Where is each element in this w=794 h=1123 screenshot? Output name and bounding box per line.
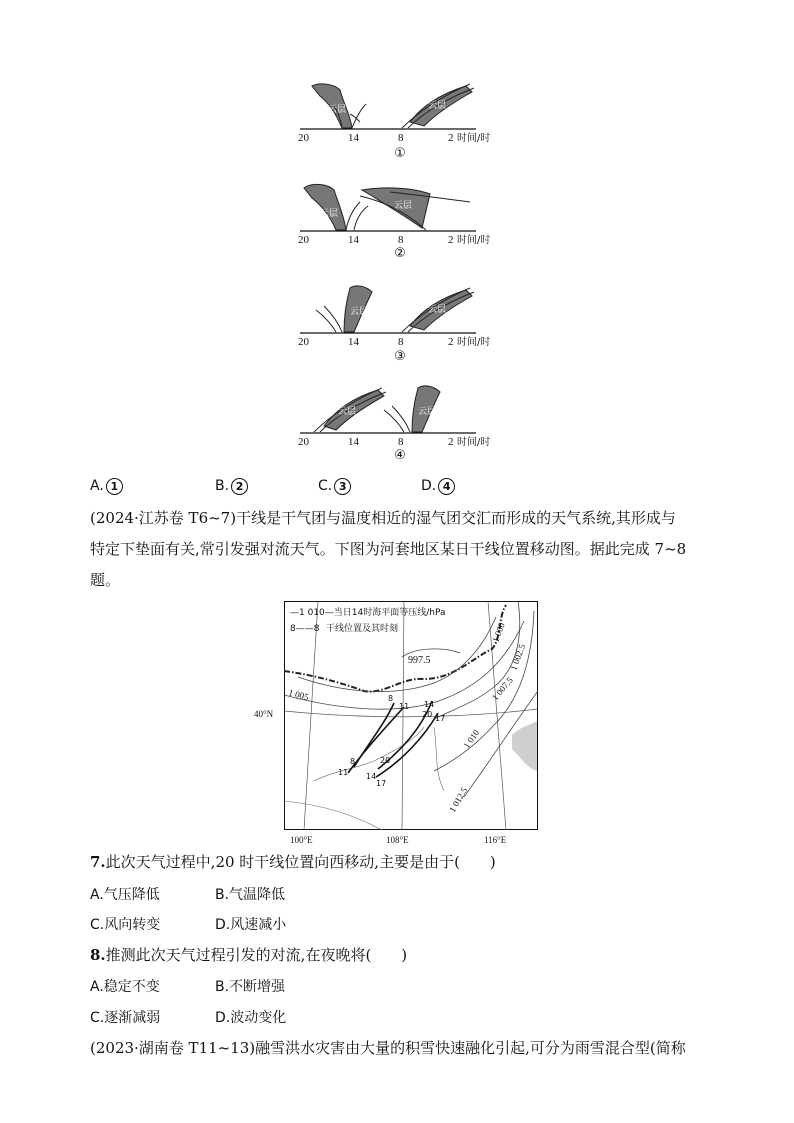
intro-2023-line: (2023·湖南卷 T11~13)融雪洪水灾害由大量的积雪快速融化引起,可分为雨雪混合型(简称	[90, 1039, 686, 1057]
tick-label: 20	[298, 436, 309, 448]
tick-label: 2	[448, 436, 454, 448]
tick-label: 8	[398, 234, 404, 246]
cloud-label: 云层	[394, 201, 413, 211]
lon-label: 100°E	[290, 835, 313, 845]
legend-dryline-symbol: 8——8	[290, 624, 320, 634]
tick-label: 2	[448, 336, 454, 348]
figure-3-diagram	[290, 282, 510, 348]
figure-3	[290, 282, 510, 364]
intro-line-1: (2024·江苏卷 T6~7)干线是干气团与温度相近的湿气团交汇而形成的天气系统,其形成与	[90, 509, 676, 527]
tick-label: 8	[398, 436, 404, 448]
isobar-label: 1 000	[490, 621, 507, 644]
time-label: 8	[388, 694, 394, 703]
tick-label: 8	[398, 132, 404, 144]
option-c[interactable]	[318, 478, 351, 495]
time-label: 20	[422, 710, 433, 719]
tick-label: 14	[348, 436, 359, 448]
figure-number: ③	[394, 349, 406, 364]
figure-2-diagram	[290, 180, 510, 246]
cloud-label: 云层	[418, 407, 437, 417]
isobar-label: 1 005	[287, 687, 310, 703]
tick-label: 2	[448, 234, 454, 246]
option-letter: A.	[90, 478, 104, 494]
option-mark: 2	[231, 478, 248, 495]
isobar-label: 1 007.5	[489, 675, 515, 703]
option-d[interactable]	[421, 478, 455, 495]
tick-label: 14	[348, 234, 359, 246]
figure-number: ④	[394, 448, 406, 463]
tick-label: 20	[298, 336, 309, 348]
lon-label: 116°E	[484, 835, 507, 845]
legend-isobar: —1 010—当日14时海平面等压线/hPa	[290, 608, 446, 618]
option-letter: D.	[421, 478, 437, 494]
option-letter: C.	[318, 478, 333, 494]
axis-unit: 时间/时	[457, 235, 491, 246]
figure-4	[290, 382, 510, 463]
isobar-label: 1 002.5	[508, 642, 528, 672]
axis-unit: 时间/时	[457, 437, 491, 448]
dryline-map	[284, 601, 538, 830]
figure-2	[290, 180, 510, 261]
time-label: 14	[424, 700, 435, 709]
q7-option-a[interactable]: A.气压降低	[90, 887, 160, 903]
option-mark: 3	[334, 478, 351, 495]
figure-1-diagram	[290, 78, 510, 144]
option-letter: B.	[215, 478, 230, 494]
tick-label: 20	[298, 132, 309, 144]
q7-option-c[interactable]: C.风向转变	[90, 917, 161, 933]
intro-line-3: 题。	[90, 571, 121, 589]
question-stem: 此次天气过程中,20 时干线位置向西移动,主要是由于( )	[105, 853, 496, 871]
option-a[interactable]	[90, 478, 123, 495]
lon-label: 108°E	[386, 835, 409, 845]
isobar-label: 1 012.5	[447, 785, 470, 814]
question-7	[90, 852, 496, 872]
question-number: 8.	[90, 946, 106, 964]
q8-option-b[interactable]: B.不断增强	[215, 979, 286, 995]
question-8	[90, 945, 407, 965]
cloud-label: 云层	[320, 209, 339, 219]
option-b[interactable]	[215, 478, 248, 495]
cloud-label: 云层	[428, 305, 447, 315]
question-stem: 推测此次天气过程引发的对流,在夜晚将( )	[105, 946, 408, 964]
cloud-label: 云层	[428, 101, 447, 111]
q8-option-a[interactable]: A.稳定不变	[90, 979, 160, 995]
legend-dryline: 干线位置及其时刻	[326, 624, 399, 634]
figure-number: ①	[394, 146, 406, 161]
time-label: 8	[350, 757, 356, 766]
time-label: 20	[380, 756, 391, 765]
figure-4-diagram	[290, 382, 510, 448]
intro-line-2: 特定下垫面有关,常引发强对流天气。下图为河套地区某日干线位置移动图。据此完成 7~8	[90, 540, 687, 558]
time-label: 11	[338, 768, 349, 777]
q7-option-b[interactable]: B.气温降低	[215, 887, 286, 903]
cloud-label: 云层	[328, 105, 347, 115]
cloud-label: 云层	[350, 307, 369, 317]
q7-option-d[interactable]: D.风速减小	[215, 917, 287, 933]
lat-label: 40°N	[254, 709, 274, 719]
isobar-label: 997.5	[408, 655, 431, 666]
time-label: 17	[376, 779, 387, 788]
tick-label: 14	[348, 132, 359, 144]
cloud-label: 云层	[338, 407, 357, 417]
tick-label: 20	[298, 234, 309, 246]
axis-unit: 时间/时	[457, 133, 491, 144]
q8-option-d[interactable]: D.波动变化	[215, 1010, 287, 1026]
figure-1	[290, 78, 510, 161]
isobar-label: 1 010	[461, 727, 482, 751]
option-mark: 4	[438, 478, 455, 495]
time-label: 17	[435, 714, 446, 723]
q8-option-c[interactable]: C.逐渐减弱	[90, 1010, 161, 1026]
question-number: 7.	[90, 853, 106, 871]
option-mark: 1	[106, 478, 123, 495]
time-label: 14	[366, 772, 377, 781]
figure-number: ②	[394, 246, 406, 261]
tick-label: 8	[398, 336, 404, 348]
time-label: 11	[399, 702, 410, 711]
tick-label: 14	[348, 336, 359, 348]
axis-unit: 时间/时	[457, 337, 491, 348]
tick-label: 2	[448, 132, 454, 144]
